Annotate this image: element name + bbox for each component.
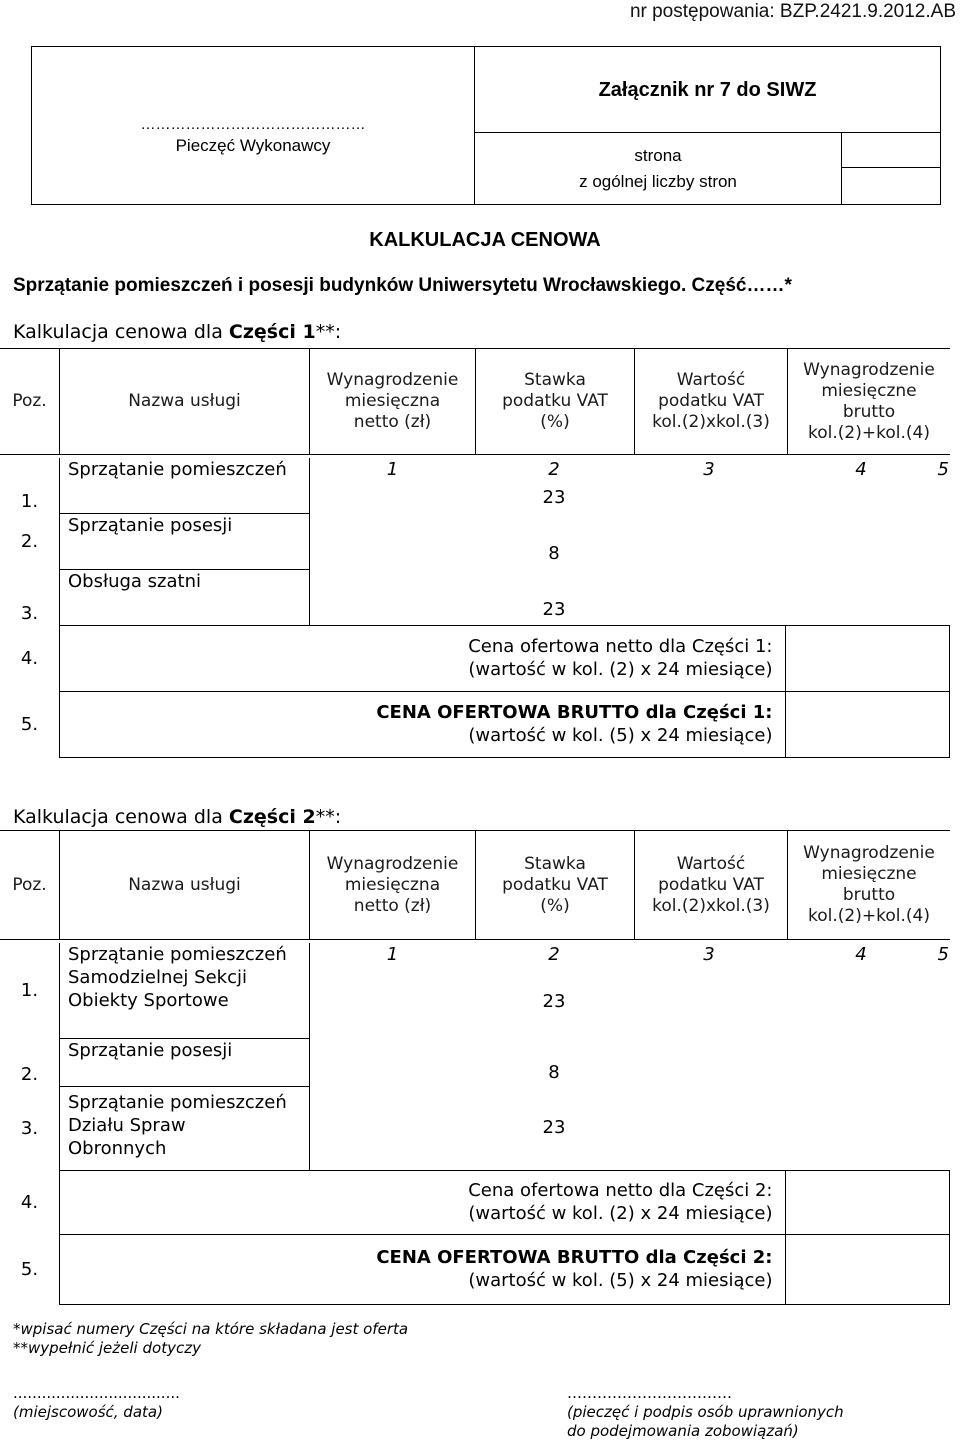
vat-rate-value: 23 [542, 1117, 566, 1139]
net-total-label [60, 625, 786, 691]
col-vat-rate [476, 831, 635, 940]
service-name-l2: Samodzielnej Sekcji [68, 967, 247, 988]
vat-value-input[interactable] [633, 569, 785, 625]
col-vat-rate-l3: (%) [540, 412, 570, 432]
col-name: Nazwa usługi [60, 349, 310, 455]
page-title: KALKULACJA CENOWA [369, 229, 601, 251]
table-row-no: 2. [0, 513, 60, 569]
empty-cell [937, 966, 950, 1038]
part1-heading-post: **: [315, 321, 342, 343]
gross-total-line1: CENA OFERTOWA BRUTTO dla Części 1: [376, 702, 773, 723]
col-vat-rate [476, 349, 635, 455]
place-date-block [13, 1384, 180, 1422]
stamp-cell [32, 47, 475, 205]
vat-value-input[interactable] [633, 966, 785, 1038]
vat-rate-value: 23 [542, 486, 566, 508]
service-name-l3: Obronnych [68, 1137, 167, 1159]
table-row-no: 2. [0, 1038, 60, 1086]
vat-value-input[interactable] [633, 513, 785, 569]
col-gross-l3: brutto [842, 885, 896, 905]
part1-heading-part: Części 1 [228, 321, 316, 343]
total-pages-cell[interactable] [842, 168, 940, 204]
col-gross-l4: kol.(2)+kol.(4) [808, 422, 930, 443]
col-number-2: 2 [548, 459, 560, 480]
table-row-no: 3. [0, 569, 60, 625]
col-net-l1: Wynagrodzenie [326, 853, 459, 874]
col-gross [788, 831, 951, 940]
table-row-no: 1. [0, 458, 60, 513]
gross-total-line2: (wartość w kol. (5) x 24 miesiące) [468, 725, 773, 746]
col-number-3: 3 [703, 459, 715, 480]
vat-value-input[interactable] [633, 481, 785, 513]
net-salary-input[interactable] [310, 481, 476, 513]
col-name: Nazwa usługi [60, 831, 310, 940]
vat-rate-value: 23 [542, 598, 566, 620]
col-vat-value-l3: kol.(2)xkol.(3) [652, 895, 770, 916]
part1-heading-pre: Kalkulacja cenowa dla [13, 321, 229, 343]
col-vat-rate-l2: podatku VAT [502, 391, 608, 411]
place-date-dots: ................................... [13, 1384, 180, 1402]
col-gross [788, 349, 951, 455]
annex-cell [475, 47, 941, 133]
net-total-line1: Cena ofertowa netto dla Części 2: [468, 1180, 773, 1201]
service-name-l3: Obiekty Sportowe [68, 990, 229, 1011]
part2-heading-part: Części 2 [228, 806, 316, 828]
col-number-2: 2 [548, 944, 560, 965]
footnote-2: **wypełnić jeżeli dotyczy [13, 1339, 201, 1357]
col-vat-rate-l3: (%) [540, 895, 570, 916]
part2-heading [13, 805, 341, 829]
signature-label-l2: do podejmowania zobowiązań) [567, 1422, 799, 1440]
table-row-no: 4. [0, 625, 60, 691]
footnotes [13, 1320, 408, 1358]
col-vat-value-l1: Wartość [676, 370, 746, 390]
page-label-cell [475, 133, 842, 205]
gross-salary-input[interactable] [785, 513, 937, 569]
gross-salary-input[interactable] [785, 481, 937, 513]
empty-cell [937, 513, 950, 569]
col-gross-l2: miesięczne [821, 380, 917, 401]
page-subtitle: Sprzątanie pomieszczeń i posesji budynków Uniwersytetu Wrocławskiego. Część……* [13, 275, 792, 296]
part2-header-table [0, 830, 950, 940]
signature-block [567, 1384, 844, 1441]
col-poz: Poz. [0, 349, 60, 455]
service-name [60, 1038, 310, 1086]
net-total-input[interactable] [785, 625, 950, 691]
vat-rate-value: 8 [548, 1062, 560, 1083]
table-row-no: 5. [0, 1234, 60, 1304]
gross-total-input[interactable] [785, 1234, 950, 1304]
col-gross-l1: Wynagrodzenie [803, 359, 935, 380]
col-vat-value [635, 831, 788, 940]
of-total: z ogólnej liczby stron [579, 171, 737, 191]
net-salary-input[interactable] [310, 513, 476, 569]
case-number: nr postępowania: BZP.2421.9.2012.AB [629, 1, 956, 22]
col-poz: Poz. [0, 831, 60, 940]
col-vat-value-l2: podatku VAT [658, 391, 764, 411]
service-name [60, 1086, 310, 1170]
part2-table [0, 943, 950, 1305]
footnote-1: *wpisać numery Części na które składana jest oferta [13, 1320, 409, 1338]
gross-salary-input[interactable] [785, 1038, 937, 1086]
col-vat-rate-l2: podatku VAT [502, 874, 608, 895]
col-net-l3: netto (zł) [353, 412, 432, 432]
col-number-5: 5 [937, 459, 949, 480]
net-salary-input[interactable] [310, 1086, 476, 1170]
col-gross-l2: miesięczne [821, 864, 917, 884]
net-salary-input[interactable] [310, 1038, 476, 1086]
page-word: strona [634, 145, 682, 165]
gross-total-input[interactable] [785, 691, 950, 757]
gross-total-line1: CENA OFERTOWA BRUTTO dla Części 2: [376, 1247, 773, 1268]
table-row-no: 4. [0, 1170, 60, 1234]
col-number-1: 1 [386, 944, 399, 965]
gross-salary-input[interactable] [785, 1086, 937, 1170]
col-number-4: 4 [855, 459, 867, 480]
part1-heading [13, 320, 341, 344]
empty-cell [937, 569, 950, 625]
service-name: Sprzątanie posesji [60, 513, 310, 569]
col-gross-l1: Wynagrodzenie [803, 843, 935, 863]
gross-salary-input[interactable] [785, 966, 937, 1038]
service-name-l1: Sprzątanie pomieszczeń [68, 944, 287, 965]
service-name [60, 943, 310, 1038]
part2-heading-pre: Kalkulacja cenowa dla [13, 806, 229, 828]
col-net-l1: Wynagrodzenie [326, 370, 459, 390]
col-number-4: 4 [855, 944, 867, 965]
page-number-cell[interactable] [842, 133, 940, 168]
col-vat-value-l3: kol.(2)xkol.(3) [652, 412, 770, 432]
col-net [310, 831, 476, 940]
col-number-5: 5 [937, 944, 949, 965]
col-vat-value-l2: podatku VAT [658, 874, 764, 895]
table-row-no: 3. [0, 1086, 60, 1170]
vat-rate-value: 23 [542, 991, 566, 1012]
col-net-l2: miesięczna [344, 874, 441, 895]
net-total-line1: Cena ofertowa netto dla Części 1: [468, 636, 773, 657]
table-row-no: 1. [0, 943, 60, 1038]
service-name: Obsługa szatni [60, 569, 310, 625]
stamp-label: Pieczęć Wykonawcy [175, 135, 331, 155]
gross-salary-input[interactable] [785, 569, 937, 625]
empty-cell [937, 1086, 950, 1170]
col-number-1: 1 [386, 459, 399, 480]
gross-total-label [60, 691, 786, 757]
page-number-cells [842, 133, 941, 205]
service-name-l2: Działu Spraw [68, 1114, 186, 1136]
net-total-line2: (wartość w kol. (2) x 24 miesiące) [468, 1203, 773, 1224]
signature-label-l1: (pieczęć i podpis osób uprawnionych [567, 1403, 844, 1421]
col-net-l2: miesięczna [344, 391, 441, 411]
annex-title: Załącznik nr 7 do SIWZ [598, 79, 817, 101]
vat-value-input[interactable] [633, 1038, 785, 1086]
net-total-input[interactable] [785, 1170, 950, 1234]
empty-cell [937, 481, 950, 513]
net-total-line2: (wartość w kol. (2) x 24 miesiące) [468, 659, 773, 680]
col-vat-rate-l1: Stawka [524, 370, 586, 390]
vat-value-input[interactable] [633, 1086, 785, 1170]
col-vat-value [635, 349, 788, 455]
signature-dots: …………………………… [567, 1384, 732, 1402]
gross-total-line2: (wartość w kol. (5) x 24 miesiące) [468, 1270, 773, 1291]
vat-rate-value: 8 [548, 543, 560, 564]
part1-table [0, 458, 950, 758]
service-name-l1: Sprzątanie pomieszczeń [68, 1091, 287, 1113]
col-number-3: 3 [703, 944, 715, 965]
net-salary-input[interactable] [310, 569, 476, 625]
service-name: Sprzątanie pomieszczeń [60, 458, 310, 513]
part2-heading-post: **: [315, 806, 342, 828]
col-net [310, 349, 476, 455]
col-vat-rate-l1: Stawka [524, 853, 586, 874]
net-salary-input[interactable] [310, 966, 476, 1038]
empty-cell [937, 1038, 950, 1086]
service-name-l1: Sprzątanie posesji [68, 1039, 233, 1061]
gross-total-label [60, 1234, 786, 1304]
col-vat-value-l1: Wartość [676, 853, 746, 874]
col-gross-l4: kol.(2)+kol.(4) [808, 906, 930, 926]
part1-header-table [0, 348, 950, 455]
net-total-label [60, 1170, 786, 1234]
stamp-dots: ……………………………………… [140, 115, 366, 133]
col-gross-l3: brutto [842, 401, 896, 422]
col-net-l3: netto (zł) [353, 895, 432, 916]
table-row-no: 5. [0, 691, 60, 757]
place-date-label: (miejscowość, data) [13, 1403, 163, 1421]
header-box [31, 46, 941, 205]
